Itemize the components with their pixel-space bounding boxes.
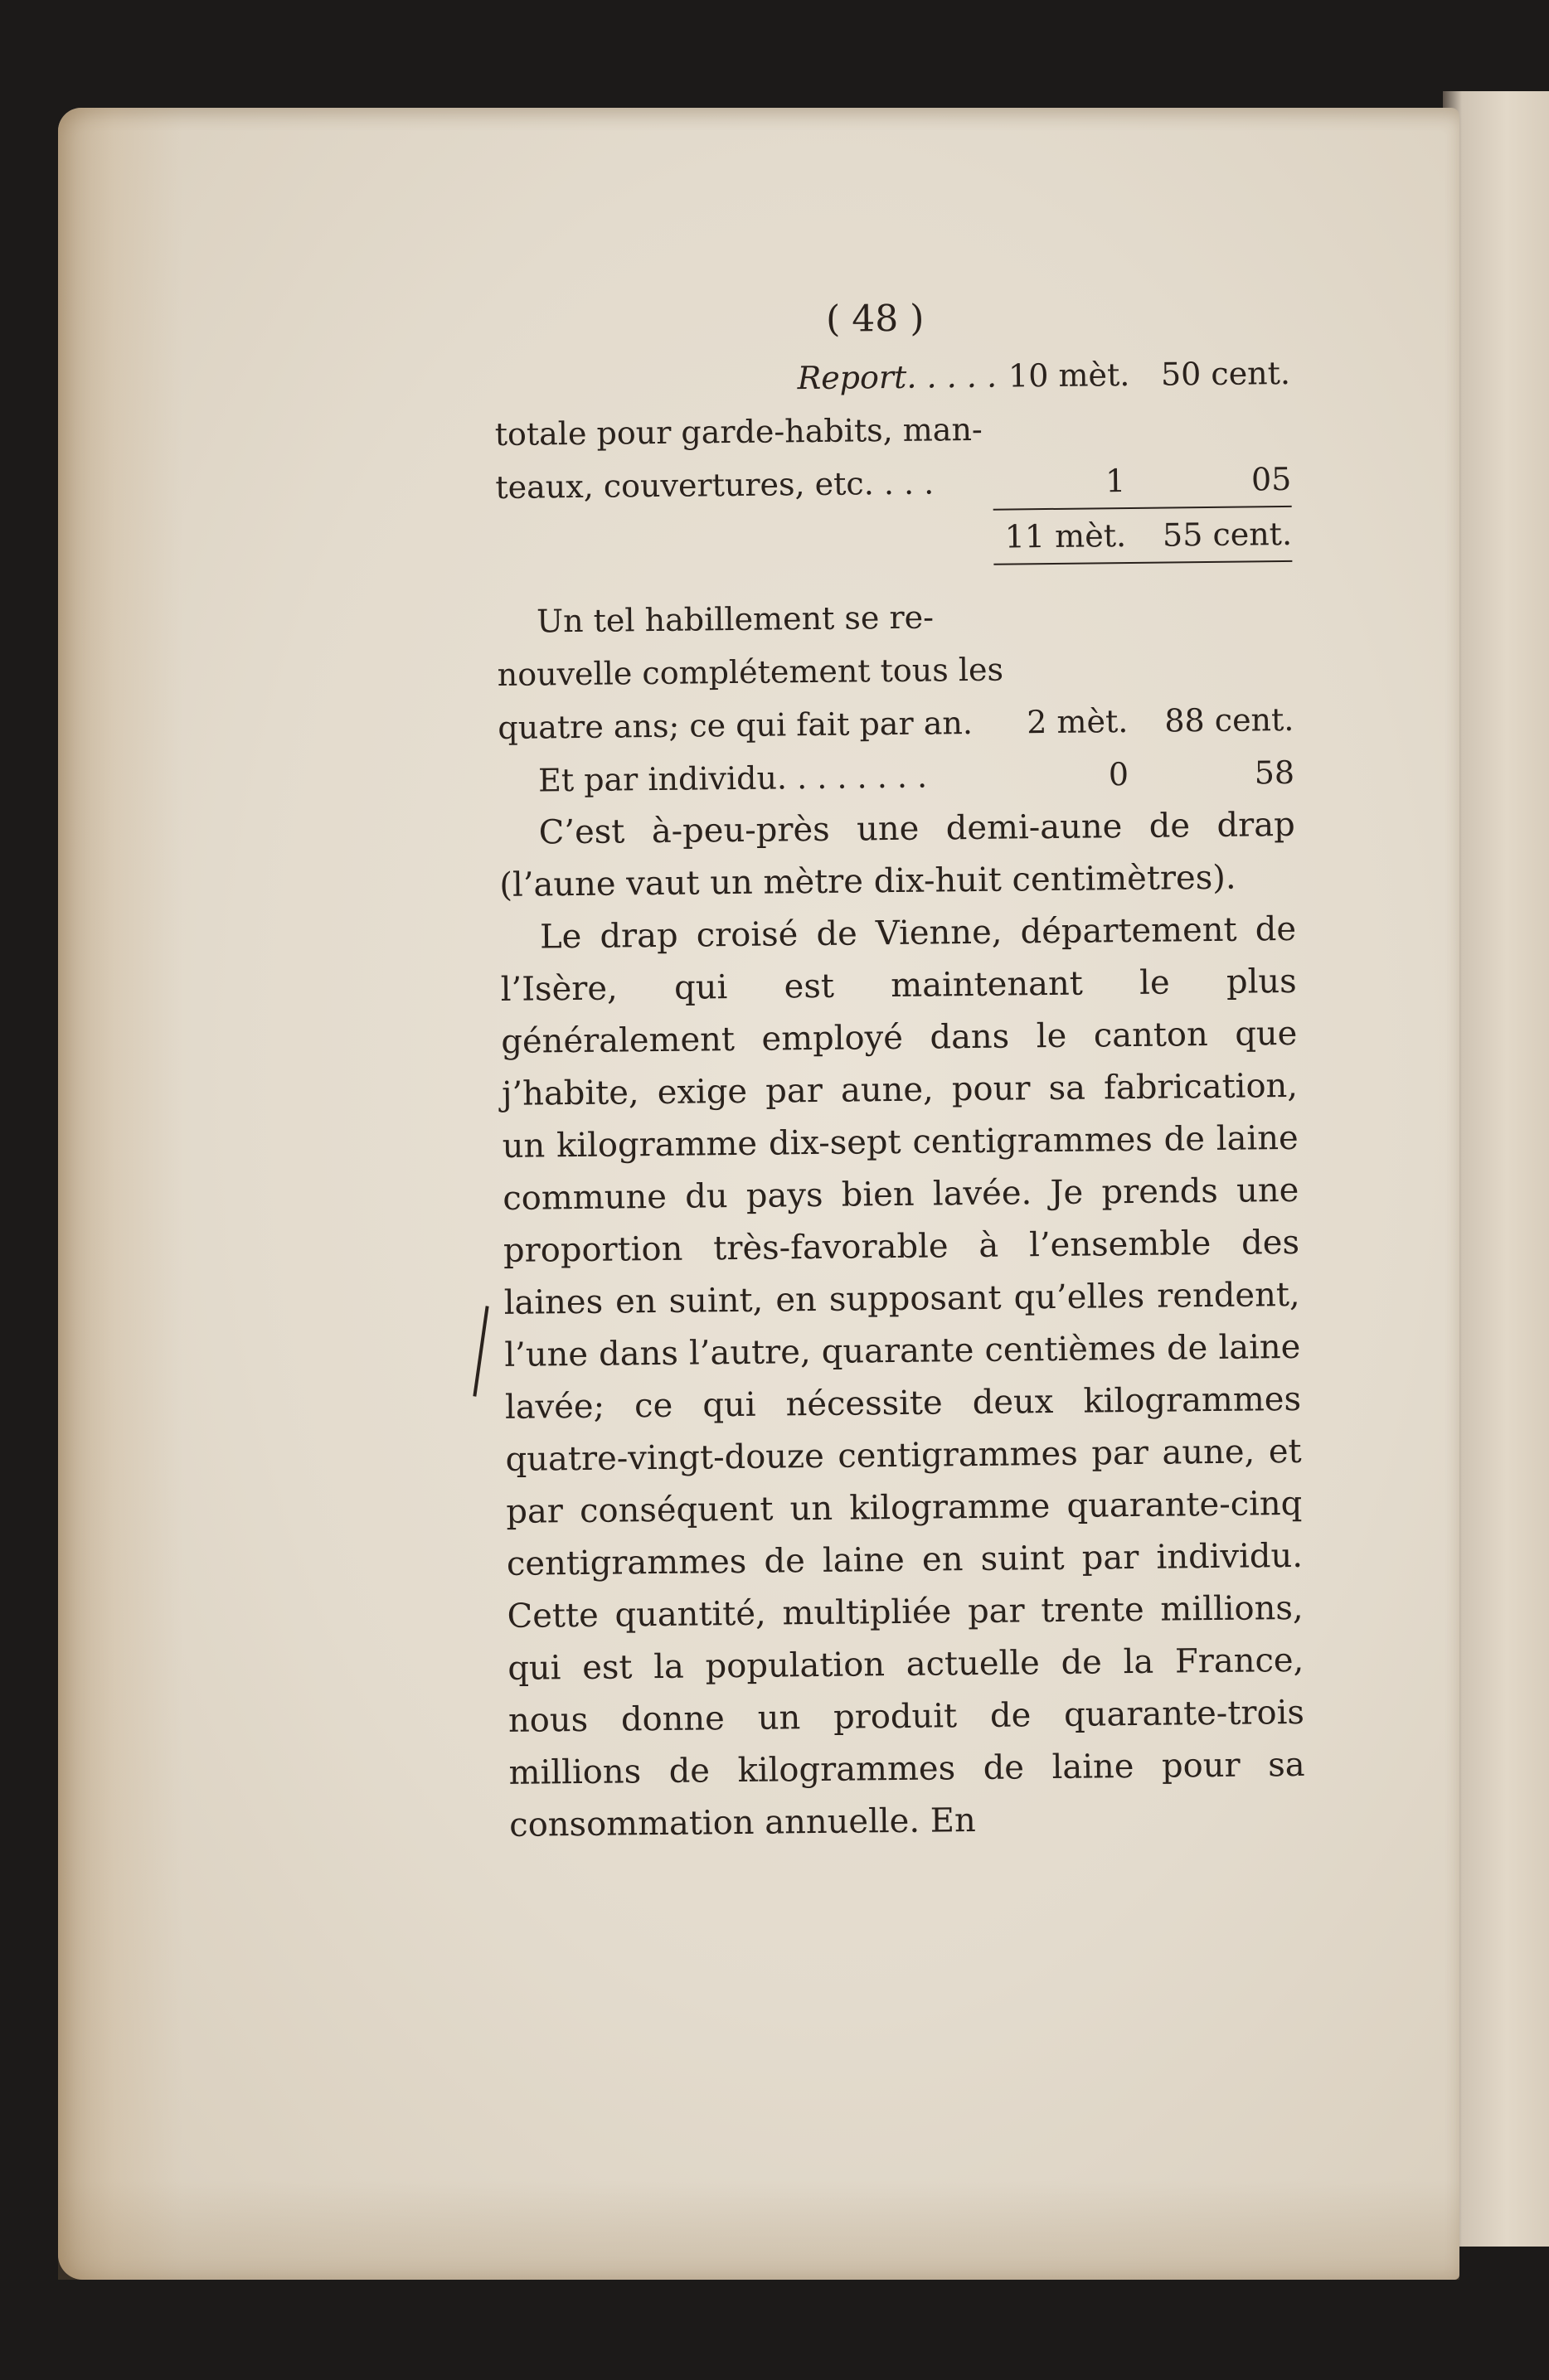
report-row xyxy=(494,347,1308,408)
renewal-meters: 0 xyxy=(1108,756,1129,793)
renewal-line xyxy=(497,640,1310,701)
table-row-meters: 1 xyxy=(1105,463,1126,500)
total-meters: 11 mèt. xyxy=(1004,517,1127,555)
renewal-text: quatre ans; ce qui fait par an. xyxy=(498,704,974,746)
renewal-text: Et par individu. . . . . . . . xyxy=(537,758,928,799)
page-number: ( 48 ) xyxy=(825,297,925,341)
renewal-line xyxy=(498,693,1311,754)
renewal-line xyxy=(498,746,1312,807)
report-meters: 10 mèt. xyxy=(1008,356,1130,395)
table-row-cents: 05 xyxy=(1250,460,1292,498)
paragraph: Le drap croisé de Vienne, département de l’Isère, qui est maintenant le plus généralement employé dans le canton que j’habite, exige par aune, pour sa fabrication, un kilogramme dix-sept centigrammes de laine commune du pays bien lavée. Je prends une proportion très-favorable à l’ensemble des laines en suint, en supposant qu’elles rendent, l’une dans l’autre, quarante centièmes de laine lavée; ce qui nécessite deux kilogrammes quatre-vingt-douze centigrammes par aune, et par conséquent un kilogramme quarante-cinq centigrammes de laine en suint par individu. Cette quantité, multipliée par trente millions, qui est la population actuelle de la France, nous donne un produit de quarante-trois millions de kilogrammes de laine pour sa consommation annuelle. En xyxy=(500,909,1305,1844)
report-label: Report. . . . . xyxy=(797,357,998,397)
table-row-label: teaux, couvertures, etc. . . . xyxy=(495,464,935,506)
renewal-text: Un tel habillement se re- xyxy=(536,599,935,640)
table-row xyxy=(494,400,1308,461)
page-text xyxy=(493,290,1323,1852)
total-cents: 55 cent. xyxy=(1162,515,1293,554)
renewal-line xyxy=(497,587,1310,648)
total-row xyxy=(496,507,1309,569)
renewal-cents: 88 cent. xyxy=(1164,700,1294,739)
renewal-meters: 2 mèt. xyxy=(1027,703,1129,741)
report-cents: 50 cent. xyxy=(1160,354,1291,393)
renewal-text: nouvelle complétement tous les xyxy=(497,651,1004,693)
table-row xyxy=(495,453,1309,514)
renewal-cents: 58 xyxy=(1254,754,1295,792)
table-row-label: totale pour garde-habits, man- xyxy=(494,410,983,453)
paragraph: C’est à-peu-près une demi-aune de drap (l’aune vaut un mètre dix-huit centimètres). xyxy=(499,805,1295,904)
